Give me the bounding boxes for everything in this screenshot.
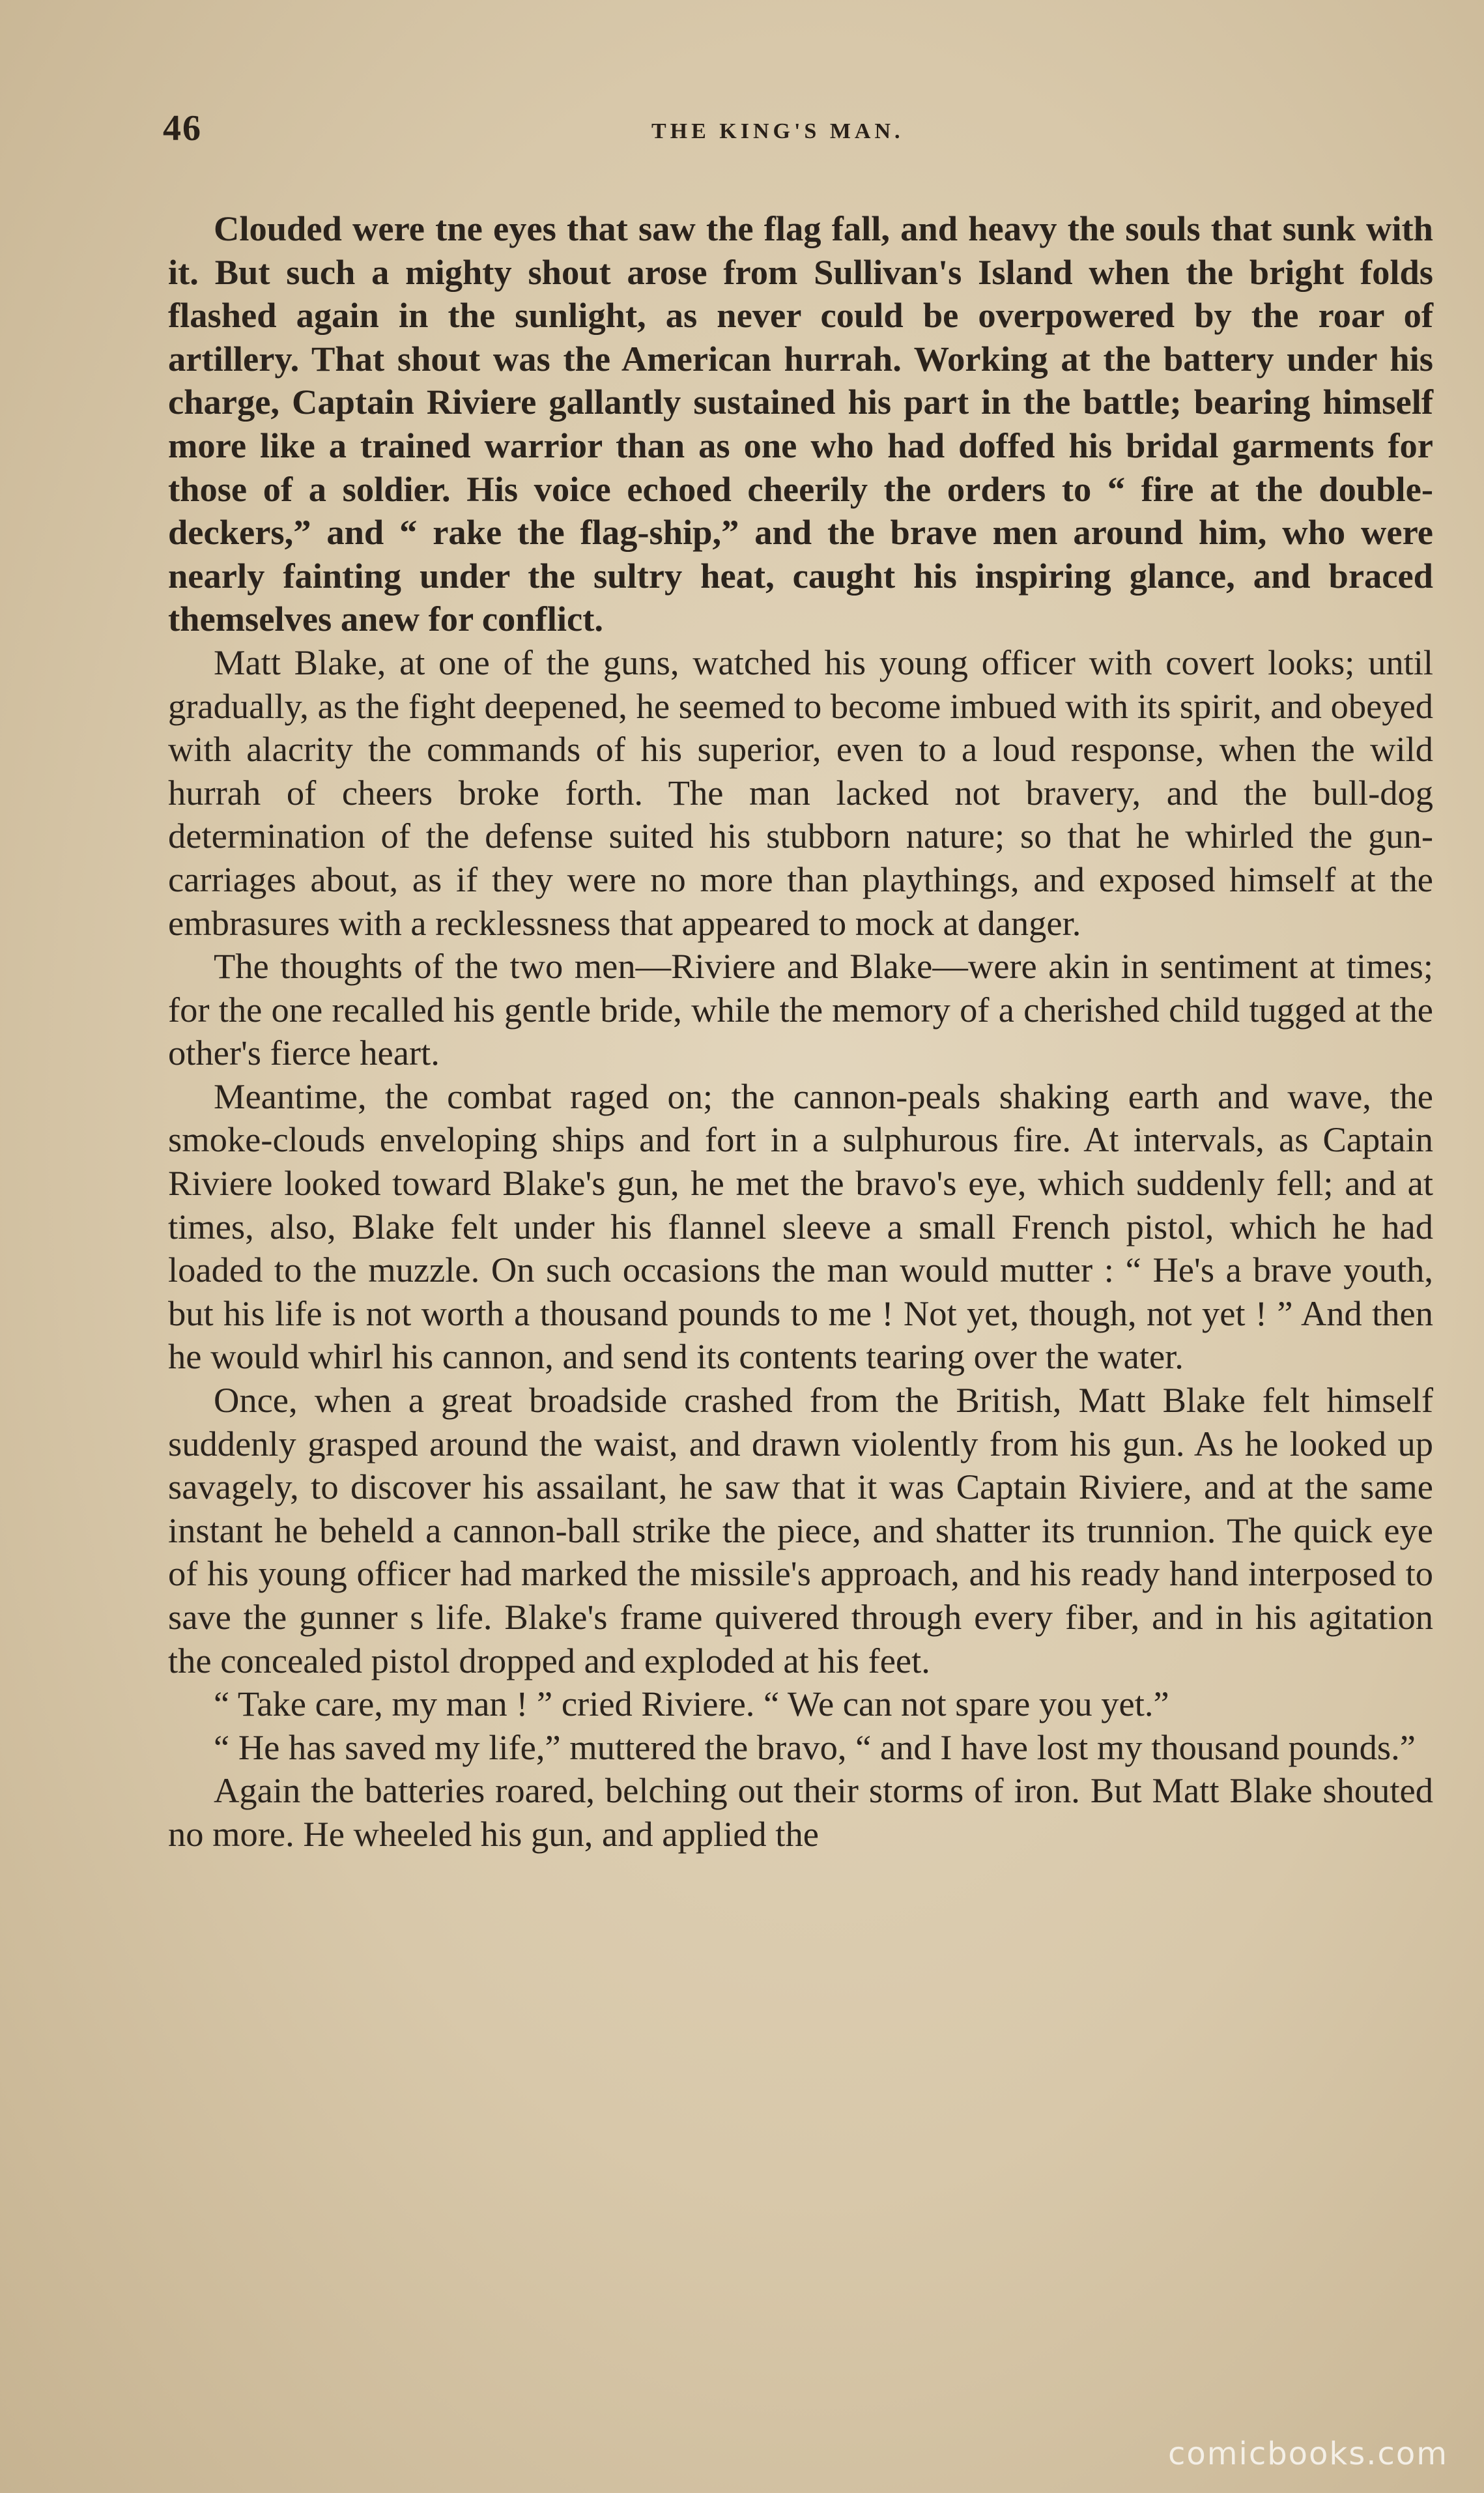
paragraph: Matt Blake, at one of the guns, watched his young officer with covert looks; until gradually, as the fight deepened, he seemed to become imbued with its spirit, and obeyed with alacrity the commands of his superior, even to a loud response, when the wild hurrah of cheers broke forth. The man lacked not bravery, and the bull-dog determination of the defense suited his stubborn nature; so that he whirled the gun-carriages about, as if they were no more than playthings, and exposed himself at the embrasures with a recklessness that appeared to mock at danger. [168,642,1433,943]
paragraph: Again the batteries roared, belching out their storms of iron. But Matt Blake shouted no more. He wheeled his gun, and applied the [168,1770,1433,1854]
watermark: comicbooks.com [1167,2436,1448,2472]
paragraph: The thoughts of the two men—Riviere and Blake—were akin in sentiment at times; for the one recalled his gentle bride, while the memory of a cherished child tugged at the other's fierce heart. [168,946,1433,1073]
paragraph: “ Take care, my man ! ” cried Riviere. “ We can not spare you yet.” [214,1684,1169,1724]
paragraph: Meantime, the combat raged on; the cannon-peals shaking earth and wave, the smoke-clouds enveloping ships and fort in a sulphurous fire. At intervals, as Captain Riviere looked toward Blake's gun, he met the bravo's eye, which suddenly fell; and at times, also, Blake felt under his flannel sleeve a small French pistol, which he had loaded to the muzzle. On such occasions the man would mutter : “ He's a brave youth, but his life is not worth a thousand pounds to me ! Not yet, though, not yet ! ” And then he would whirl his cannon, and send its contents tearing over the water. [168,1076,1433,1377]
page-number: 46 [163,108,202,149]
paragraph: “ He has saved my life,” muttered the bravo, “ and I have lost my thousand pounds.” [214,1727,1416,1767]
paragraph: Once, when a great broadside crashed from the British, Matt Blake felt himself suddenly grasped around the waist, and drawn violently from his gun. As he looked up savagely, to discover his assailant, he saw that it was Captain Riviere, and at the same instant he beheld a cannon-ball strike the piece, and shatter its trunnion. The quick eye of his young officer had marked the missile's approach, and his ready hand interposed to save the gunner s life. Blake's frame quivered through every fiber, and in his agitation the concealed pistol dropped and exploded at his feet. [168,1380,1433,1680]
page-header [163,108,1432,166]
body-text [168,207,1433,1856]
paragraph: Clouded were tne eyes that saw the flag fall, and heavy the souls that sunk with it. But such a mighty shout arose from Sullivan's Island when the bright folds flashed again in the sunlight, as never could be overpowered by the roar of artillery. That shout was the American hurrah. Working at the battery under his charge, Captain Riviere gallantly sustained his part in the battle; bearing himself more like a trained warrior than as one who had doffed his bridal garments for those of a soldier. His voice echoed cheerily the orders to “ fire at the double-deckers,” and “ rake the flag-ship,” and the brave men around him, who were nearly fainting under the sultry heat, caught his inspiring glance, and braced themselves anew for conflict. [168,209,1433,639]
running-title: THE KING'S MAN. [651,119,904,143]
